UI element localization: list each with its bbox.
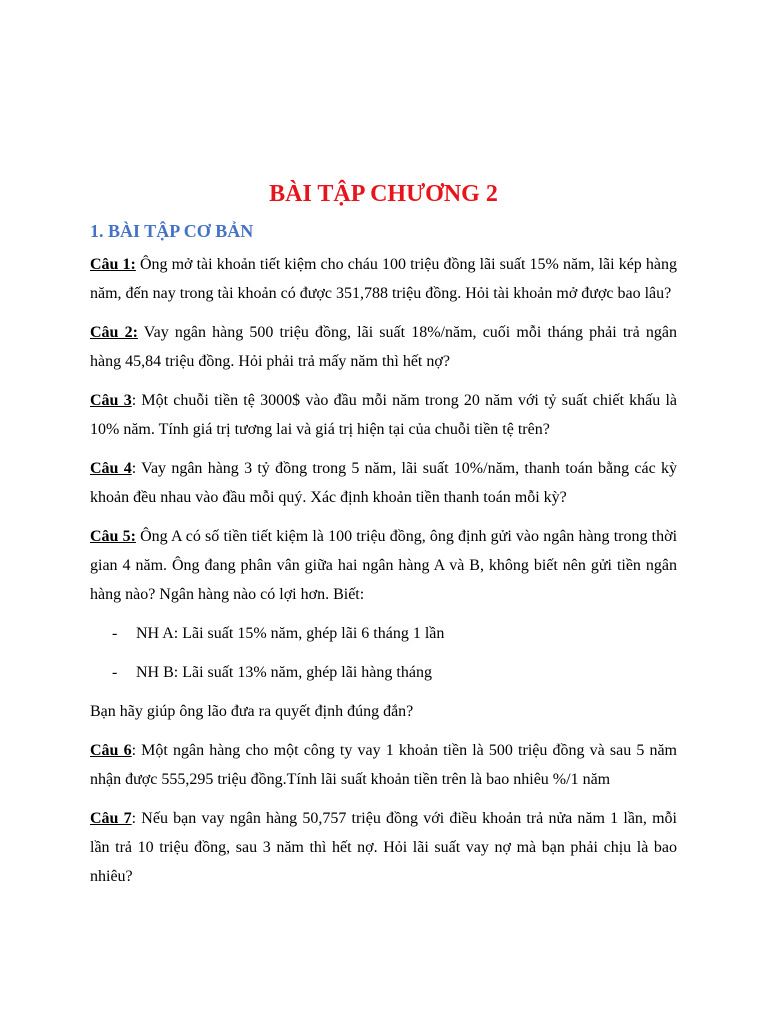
page-title: BÀI TẬP CHƯƠNG 2: [269, 181, 498, 207]
question-7: [90, 804, 677, 891]
question-text: : Nếu bạn vay ngân hàng 50,757 triệu đồng với điều khoản trả nửa năm 1 lần, mỗi lần trả 10 triệu đồng, sau 3 năm thì hết nợ. Hỏi lãi suất vay nợ mà bạn phải chịu là bao nhiêu?: [90, 810, 678, 885]
question-label: Câu 5:: [90, 528, 136, 545]
question-6: [90, 736, 677, 794]
bullet-text: NH A: Lãi suất 15% năm, ghép lãi 6 tháng 1 lần: [136, 625, 445, 642]
bullet-dash: -: [112, 664, 118, 681]
question-text: Ông A có số tiền tiết kiệm là 100 triệu đồng, ông định gửi vào ngân hàng trong thời gian 4 năm. Ông đang phân vân giữa hai ngân hàng A và B, không biết nên gửi tiền ngân hàng nào? Ngân hàng nào có lợi hơn. Biết:: [90, 528, 678, 603]
bullet-item-bank-a: [90, 619, 677, 648]
question-text: Ông mở tài khoản tiết kiệm cho cháu 100 triệu đồng lãi suất 15% năm, lãi kép hàng năm, đến nay trong tài khoản có được 351,788 triệu đồng. Hỏi tài khoản mở được bao lâu?: [90, 256, 677, 302]
question-label: Câu 3: [90, 392, 132, 409]
question-label: Câu 1:: [90, 256, 136, 273]
question-label: Câu 4: [90, 460, 132, 477]
question-label: Câu 7: [90, 810, 132, 827]
question-text: : Một chuỗi tiền tệ 3000$ vào đầu mỗi năm trong 20 năm với tỷ suất chiết khấu là 10% năm. Tính giá trị tương lai và giá trị hiện tại của chuỗi tiền tệ trên?: [90, 392, 678, 438]
section-heading: 1. BÀI TẬP CƠ BẢN: [90, 221, 254, 241]
question-4: [90, 454, 677, 512]
question-text: : Vay ngân hàng 3 tỷ đồng trong 5 năm, lãi suất 10%/năm, thanh toán bằng các kỳ khoản đều nhau vào đầu mỗi quý. Xác định khoản tiền thanh toán mỗi kỳ?: [90, 460, 678, 506]
bullet-text: NH B: Lãi suất 13% năm, ghép lãi hàng tháng: [136, 664, 432, 681]
document-body: [90, 250, 677, 901]
question-3: [90, 386, 677, 444]
bullet-dash: -: [112, 625, 118, 642]
question-text: Vay ngân hàng 500 triệu đồng, lãi suất 18%/năm, cuối mỗi tháng phải trả ngân hàng 45,84 triệu đồng. Hỏi phải trả mấy năm thì hết nợ?: [90, 324, 677, 370]
question-label: Câu 6: [90, 742, 132, 759]
question-text: : Một ngân hàng cho một công ty vay 1 khoản tiền là 500 triệu đồng và sau 5 năm nhận được 555,295 triệu đồng.Tính lãi suất khoản tiền trên là bao nhiêu %/1 năm: [90, 742, 678, 788]
advice-line: Bạn hãy giúp ông lão đưa ra quyết định đúng đắn?: [90, 703, 414, 720]
question-1: [90, 250, 677, 308]
question-label: Câu 2:: [90, 324, 138, 341]
question-2: [90, 318, 677, 376]
bullet-item-bank-b: [90, 658, 677, 687]
question-5: [90, 522, 677, 609]
